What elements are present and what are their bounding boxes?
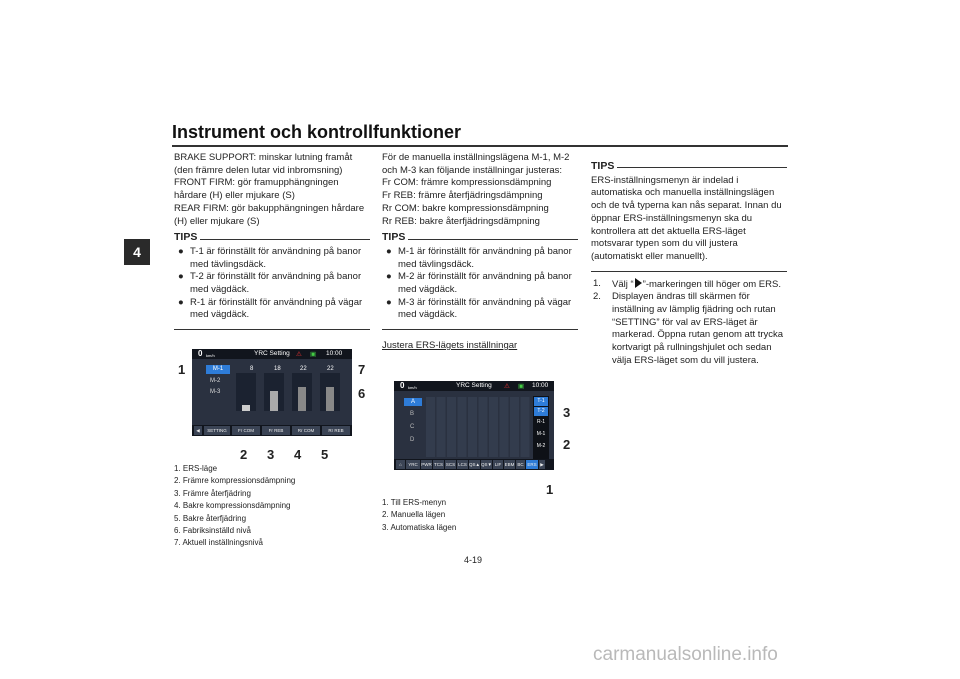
rr-reb-bar — [320, 373, 340, 411]
tab-bc[interactable]: BC — [517, 462, 524, 467]
tab-ers[interactable]: ERS — [527, 462, 537, 467]
yrc-setting-screen — [394, 381, 554, 470]
column-1 — [174, 152, 370, 330]
fr-reb-button[interactable]: Fr REB — [262, 426, 290, 435]
battery-icon: ▣ — [518, 383, 525, 390]
speed-unit: km/h — [408, 385, 417, 390]
rr-reb-value: 22 — [327, 366, 334, 372]
mode-item: M-3 — [210, 389, 221, 395]
rr-com-button[interactable]: Rr COM — [292, 426, 320, 435]
screen-title: YRC Setting — [254, 350, 290, 357]
play-arrow-icon — [635, 278, 642, 288]
tab-yrc[interactable]: YRC — [406, 460, 420, 469]
intro-line: Rr REB: bakre återfjädringsdämpning — [382, 215, 540, 227]
step-1: 1. Välj “ ”-markeringen till höger om ERS. — [593, 277, 781, 290]
tip-item: ● M-3 är förinställt för användning på vägar med vägdäck. — [386, 296, 572, 321]
step-2: 2. Displayen ändras till skärmen för inställning av lämplig fjädring och rutan “SETTING” för val av ERS-läget är markerad. Öppna rutan genom att trycka kortvarigt på rullningshjulet och sedan välja ERS-läget som du vill justera. — [593, 291, 784, 366]
title-rule — [172, 145, 788, 147]
clock: 10:00 — [532, 382, 549, 389]
callout-2: 2 — [563, 437, 571, 452]
fr-com-value: 8 — [250, 366, 254, 372]
tip-item: ● M-2 är förinställt för användning på banor med vägdäck. — [386, 271, 572, 296]
speed-unit: km/h — [206, 353, 215, 358]
tips-end-rule — [174, 329, 370, 330]
tab-lcs[interactable]: LCS — [458, 462, 467, 467]
row-label-a: A — [404, 398, 422, 406]
tab-ebm[interactable]: EBM — [504, 462, 515, 467]
mode-selected: M-1 — [206, 365, 230, 374]
chapter-tab: 4 — [124, 239, 150, 265]
figure-2-legend: 1. Till ERS-menyn 2. Manuella lägen 3. Automatiska lägen — [382, 498, 457, 532]
fr-reb-bar — [264, 373, 284, 411]
page-number: 4-19 — [464, 555, 483, 565]
watermark: carmanualsonline.info — [593, 644, 778, 665]
figure-1-legend: 1. ERS-läge 2. Främre kompressionsdämpning 3. Främre återfjädring 4. Bakre kompressionsdämpning 5. Bakre återfjädring 6. Fabriksinställd nivå 7. Aktuell inställningsnivå — [174, 464, 296, 548]
function-tabs — [394, 460, 545, 469]
tips-heading: TIPS — [591, 160, 787, 173]
callout-4: 4 — [294, 447, 302, 462]
row-label-d: D — [410, 437, 415, 443]
page-title: Instrument och kontrollfunktioner — [172, 122, 462, 142]
intro-line: BRAKE SUPPORT: minskar lutning framåt (den främre delen lutar vid inbromsning) — [174, 152, 353, 176]
rr-com-bar — [292, 373, 312, 411]
mode-list — [533, 396, 549, 460]
tip-item: ● R-1 är förinställt för användning på vägar med vägdäck. — [178, 296, 363, 321]
tab-qs-down[interactable]: QS▼ — [481, 462, 492, 467]
mode-t2[interactable]: T-2 — [534, 407, 548, 416]
tips-text: ERS-inställningsmenyn är indelad i automatiska och manuella inställningslägen och de två typerna kan nås separat. Innan du öppnar ERS-inställningsmenyn ska du kontrollera att det aktuella ERS-läget motsvarar typen som du vill justera (automatiskt eller manuellt). — [591, 174, 782, 262]
screen-title: YRC Setting — [456, 382, 492, 389]
mode-t1[interactable]: T-1 — [534, 397, 548, 406]
intro-line: FRONT FIRM: gör framupphängningen hårdare (H) eller mjukare (S) — [174, 177, 339, 202]
clock: 10:00 — [326, 350, 343, 357]
row-label-b: B — [410, 411, 415, 417]
tips-end-rule — [382, 329, 578, 330]
chevron-right-icon[interactable]: ▶ — [540, 462, 544, 467]
settings-grid — [426, 397, 530, 457]
fr-com-button[interactable]: Fr COM — [232, 426, 260, 435]
ers-setting-screen — [192, 349, 352, 436]
intro-line: REAR FIRM: gör bakupphängningen hårdare (H) eller mjukare (S) — [174, 202, 365, 227]
callout-1: 1 — [546, 482, 554, 497]
intro-line: För de manuella inställningslägena M-1, M-2 och M-3 kan följande inställningar justeras: — [382, 152, 570, 176]
tab-qs-up[interactable]: QS▲ — [469, 462, 480, 467]
callout-3: 3 — [267, 447, 275, 462]
callout-2: 2 — [240, 447, 248, 462]
rr-com-value: 22 — [300, 366, 307, 372]
tab-scs[interactable]: SCS — [445, 462, 456, 467]
column-3 — [591, 160, 787, 368]
tab-lif[interactable]: LIF — [494, 462, 502, 467]
callout-5: 5 — [321, 447, 329, 462]
mode-m2[interactable]: M-2 — [536, 443, 546, 449]
intro-line: Fr REB: främre återfjädringsdämpning — [382, 190, 543, 202]
mode-r1[interactable]: R-1 — [536, 419, 546, 425]
callout-1: 1 — [178, 362, 186, 377]
warning-icon: ⚠ — [504, 383, 510, 390]
fr-com-bar — [236, 373, 256, 411]
home-icon[interactable]: ⌂ — [396, 460, 405, 469]
intro-line: Fr COM: främre kompressionsdämpning — [382, 177, 552, 189]
battery-icon: ▣ — [310, 351, 317, 358]
column-2 — [382, 152, 578, 353]
intro-text — [174, 152, 370, 228]
section-heading: Justera ERS-lägets inställningar — [382, 340, 518, 352]
setting-button[interactable]: SETTING — [204, 426, 230, 435]
callout-3: 3 — [563, 405, 571, 420]
back-button[interactable]: ◀ — [194, 426, 202, 435]
tab-pwr[interactable]: PWR — [421, 462, 432, 467]
tips-heading: TIPS — [174, 231, 370, 244]
tips-end-rule — [591, 271, 787, 272]
tab-tcs[interactable]: TCS — [434, 462, 443, 467]
mode-m1[interactable]: M-1 — [536, 431, 546, 437]
callout-6: 6 — [358, 386, 366, 401]
intro-line: Rr COM: bakre kompressionsdämpning — [382, 202, 549, 214]
tip-item: ● T-1 är förinställt för användning på banor med tävlingsdäck. — [178, 245, 362, 270]
speed-value: 0 — [400, 381, 405, 390]
tips-heading: TIPS — [382, 231, 578, 244]
row-label-c: C — [410, 424, 415, 430]
tip-item: ● T-2 är förinställt för användning på banor med vägdäck. — [178, 271, 362, 296]
rr-reb-button[interactable]: Rr REB — [322, 426, 350, 435]
warning-icon: ⚠ — [296, 351, 302, 358]
mode-item: M-2 — [210, 378, 221, 384]
tip-item: ● M-1 är förinställt för användning på banor med tävlingsdäck. — [386, 245, 572, 270]
speed-value: 0 — [198, 349, 203, 358]
callout-7: 7 — [358, 362, 366, 377]
fr-reb-value: 18 — [274, 366, 281, 372]
